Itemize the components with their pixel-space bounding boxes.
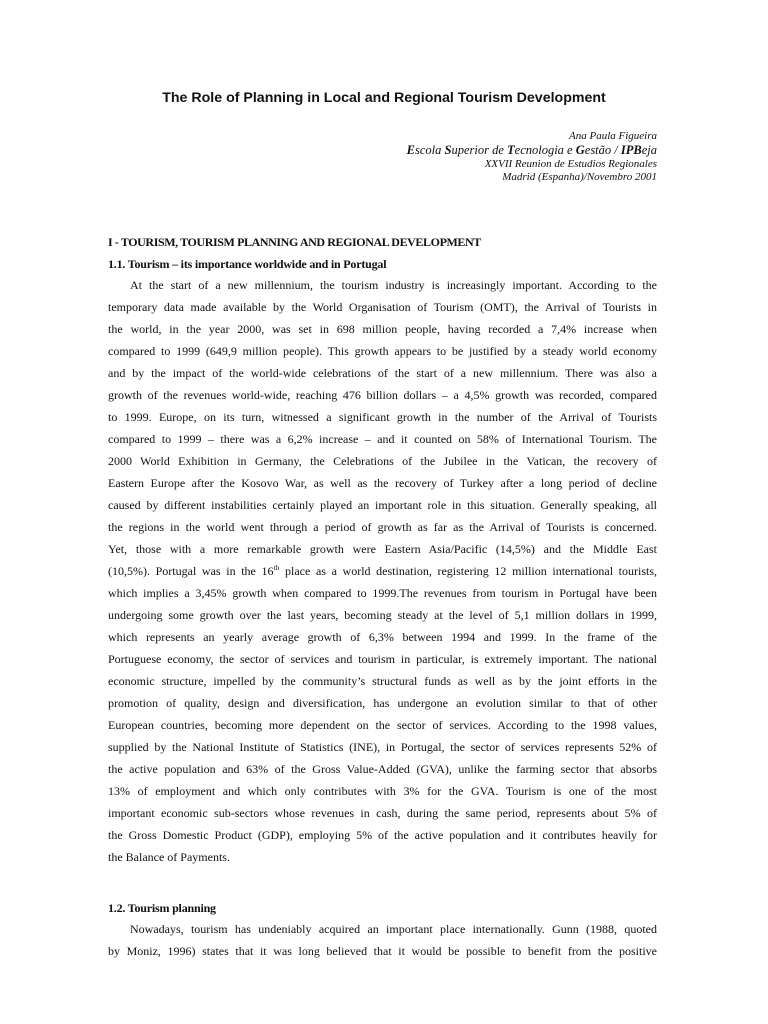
author-block (237, 130, 657, 184)
text-line: European countries, becoming more dependent on the sector of services. According to the 1998 values, (108, 718, 657, 732)
text-line: Yet, those with a more remarkable growth were Eastern Asia/Pacific (14,5%) and the Middle East (108, 542, 657, 556)
text-line: temporary data made available by the World Organisation of Tourism (OMT), the Arrival of Tourists in (108, 300, 657, 314)
institution-initial: S (444, 143, 452, 157)
text-line: compared to 1999 (649,9 million people). This growth appears to be justified by a steady world economy (108, 344, 657, 358)
text-run: th (273, 563, 280, 572)
text-line (108, 560, 657, 582)
text-line: economic structure, impelled by the community’s structural funds as well as by the joint efforts in the (108, 674, 657, 688)
text-line: promotion of quality, design and diversification, has undergone an evolution similar to that of other (108, 696, 657, 710)
subsection-heading-1-1: 1.1. Tourism – its importance worldwide and in Portugal (108, 257, 387, 271)
text-line: the world, in the year 2000, was set in 698 million people, having recorded a 7,4% increase when (108, 322, 657, 336)
text-line: which represents an yearly average growth of 6,3% between 1994 and 1999. In the frame of the (108, 630, 657, 644)
text-line: and by the impact of the world-wide celebrations of the start of a new millennium. There was also a (108, 366, 657, 380)
text-line: which implies a 3,45% growth when compared to 1999.The revenues from tourism in Portugal have been (108, 586, 657, 600)
subsection-1-2-body (108, 918, 657, 962)
subsection-heading-1-2: 1.2. Tourism planning (108, 901, 216, 915)
text-line: the Gross Domestic Product (GDP), employing 5% of the active population and it contributes heavily for (108, 828, 657, 842)
text-line: supplied by the National Institute of Statistics (INE), in Portugal, the sector of services represents 52% of (108, 740, 657, 754)
text-run: (10,5%). Portugal was in the 16 (108, 564, 274, 578)
text-line: Eastern Europe after the Kosovo War, as well as the recovery of Turkey after a long period of decline (108, 476, 657, 490)
text-line: At the start of a new millennium, the tourism industry is increasingly important. According to the (130, 278, 657, 292)
institution-initial: T (507, 143, 515, 157)
institution-text: ecnologia e (514, 143, 576, 157)
institution-initial: IPB (620, 143, 642, 157)
subsection-1-1-body (108, 274, 657, 868)
event-place-date: Madrid (Espanha)/Novembro 2001 (502, 171, 657, 183)
text-line: by Moniz, 1996) states that it was long believed that it would be possible to benefit from the positive (108, 944, 657, 958)
text-line: the Balance of Payments. (108, 850, 230, 864)
institution-text: estão / (584, 143, 621, 157)
text-line: important economic sub-sectors whose revenues in cash, during the same period, represents about 5% of (108, 806, 657, 820)
text-line: Nowadays, tourism has undeniably acquired an important place internationally. Gunn (1988, quoted (130, 922, 657, 936)
text-line: growth of the revenues world-wide, reaching 476 billion dollars – a 4,5% growth was recorded, compared (108, 388, 657, 402)
text-line: 2000 World Exhibition in Germany, the Celebrations of the Jubilee in the Vatican, the recovery of (108, 454, 657, 468)
paper-title: The Role of Planning in Local and Regional Tourism Development (162, 90, 606, 106)
text-line: 13% of employment and which only contributes with 3% for the GVA. Tourism is one of the most (108, 784, 657, 798)
institution-text: uperior de (451, 143, 507, 157)
text-line: the regions in the world went through a period of growth as far as the Arrival of Tourists is concerned. (108, 520, 657, 534)
institution-initial: G (575, 143, 585, 157)
institution-text: eja (641, 143, 657, 157)
text-line: the active population and 63% of the Gross Value-Added (GVA), unlike the farming sector that absorbs (108, 762, 657, 776)
text-line: to 1999. Europe, on its turn, witnessed a significant growth in the number of the Arrival of Tourists (108, 410, 657, 424)
author-name: Ana Paula Figueira (569, 130, 657, 142)
institution-initial: E (406, 143, 415, 157)
text-line: undergoing some growth over the last years, becoming steady at the level of 5,1 million dollars in 1999, (108, 608, 657, 622)
author-institution (237, 143, 657, 158)
institution-text: scola (414, 143, 445, 157)
event-name: XXVII Reunion de Estudios Regionales (484, 158, 657, 170)
text-line: caused by different instabilities certainly played an important role in this situation. Generally speaking, all (108, 498, 657, 512)
text-line: compared to 1999 – there was a 6,2% increase – and it counted on 58% of International Tourism. The (108, 432, 657, 446)
text-line: Portuguese economy, the sector of services and tourism in particular, is extremely important. The national (108, 652, 657, 666)
section-heading: I - TOURISM, TOURISM PLANNING AND REGIONAL DEVELOPMENT (108, 235, 481, 249)
text-run: place as a world destination, registering 12 million international tourists, (279, 564, 657, 578)
